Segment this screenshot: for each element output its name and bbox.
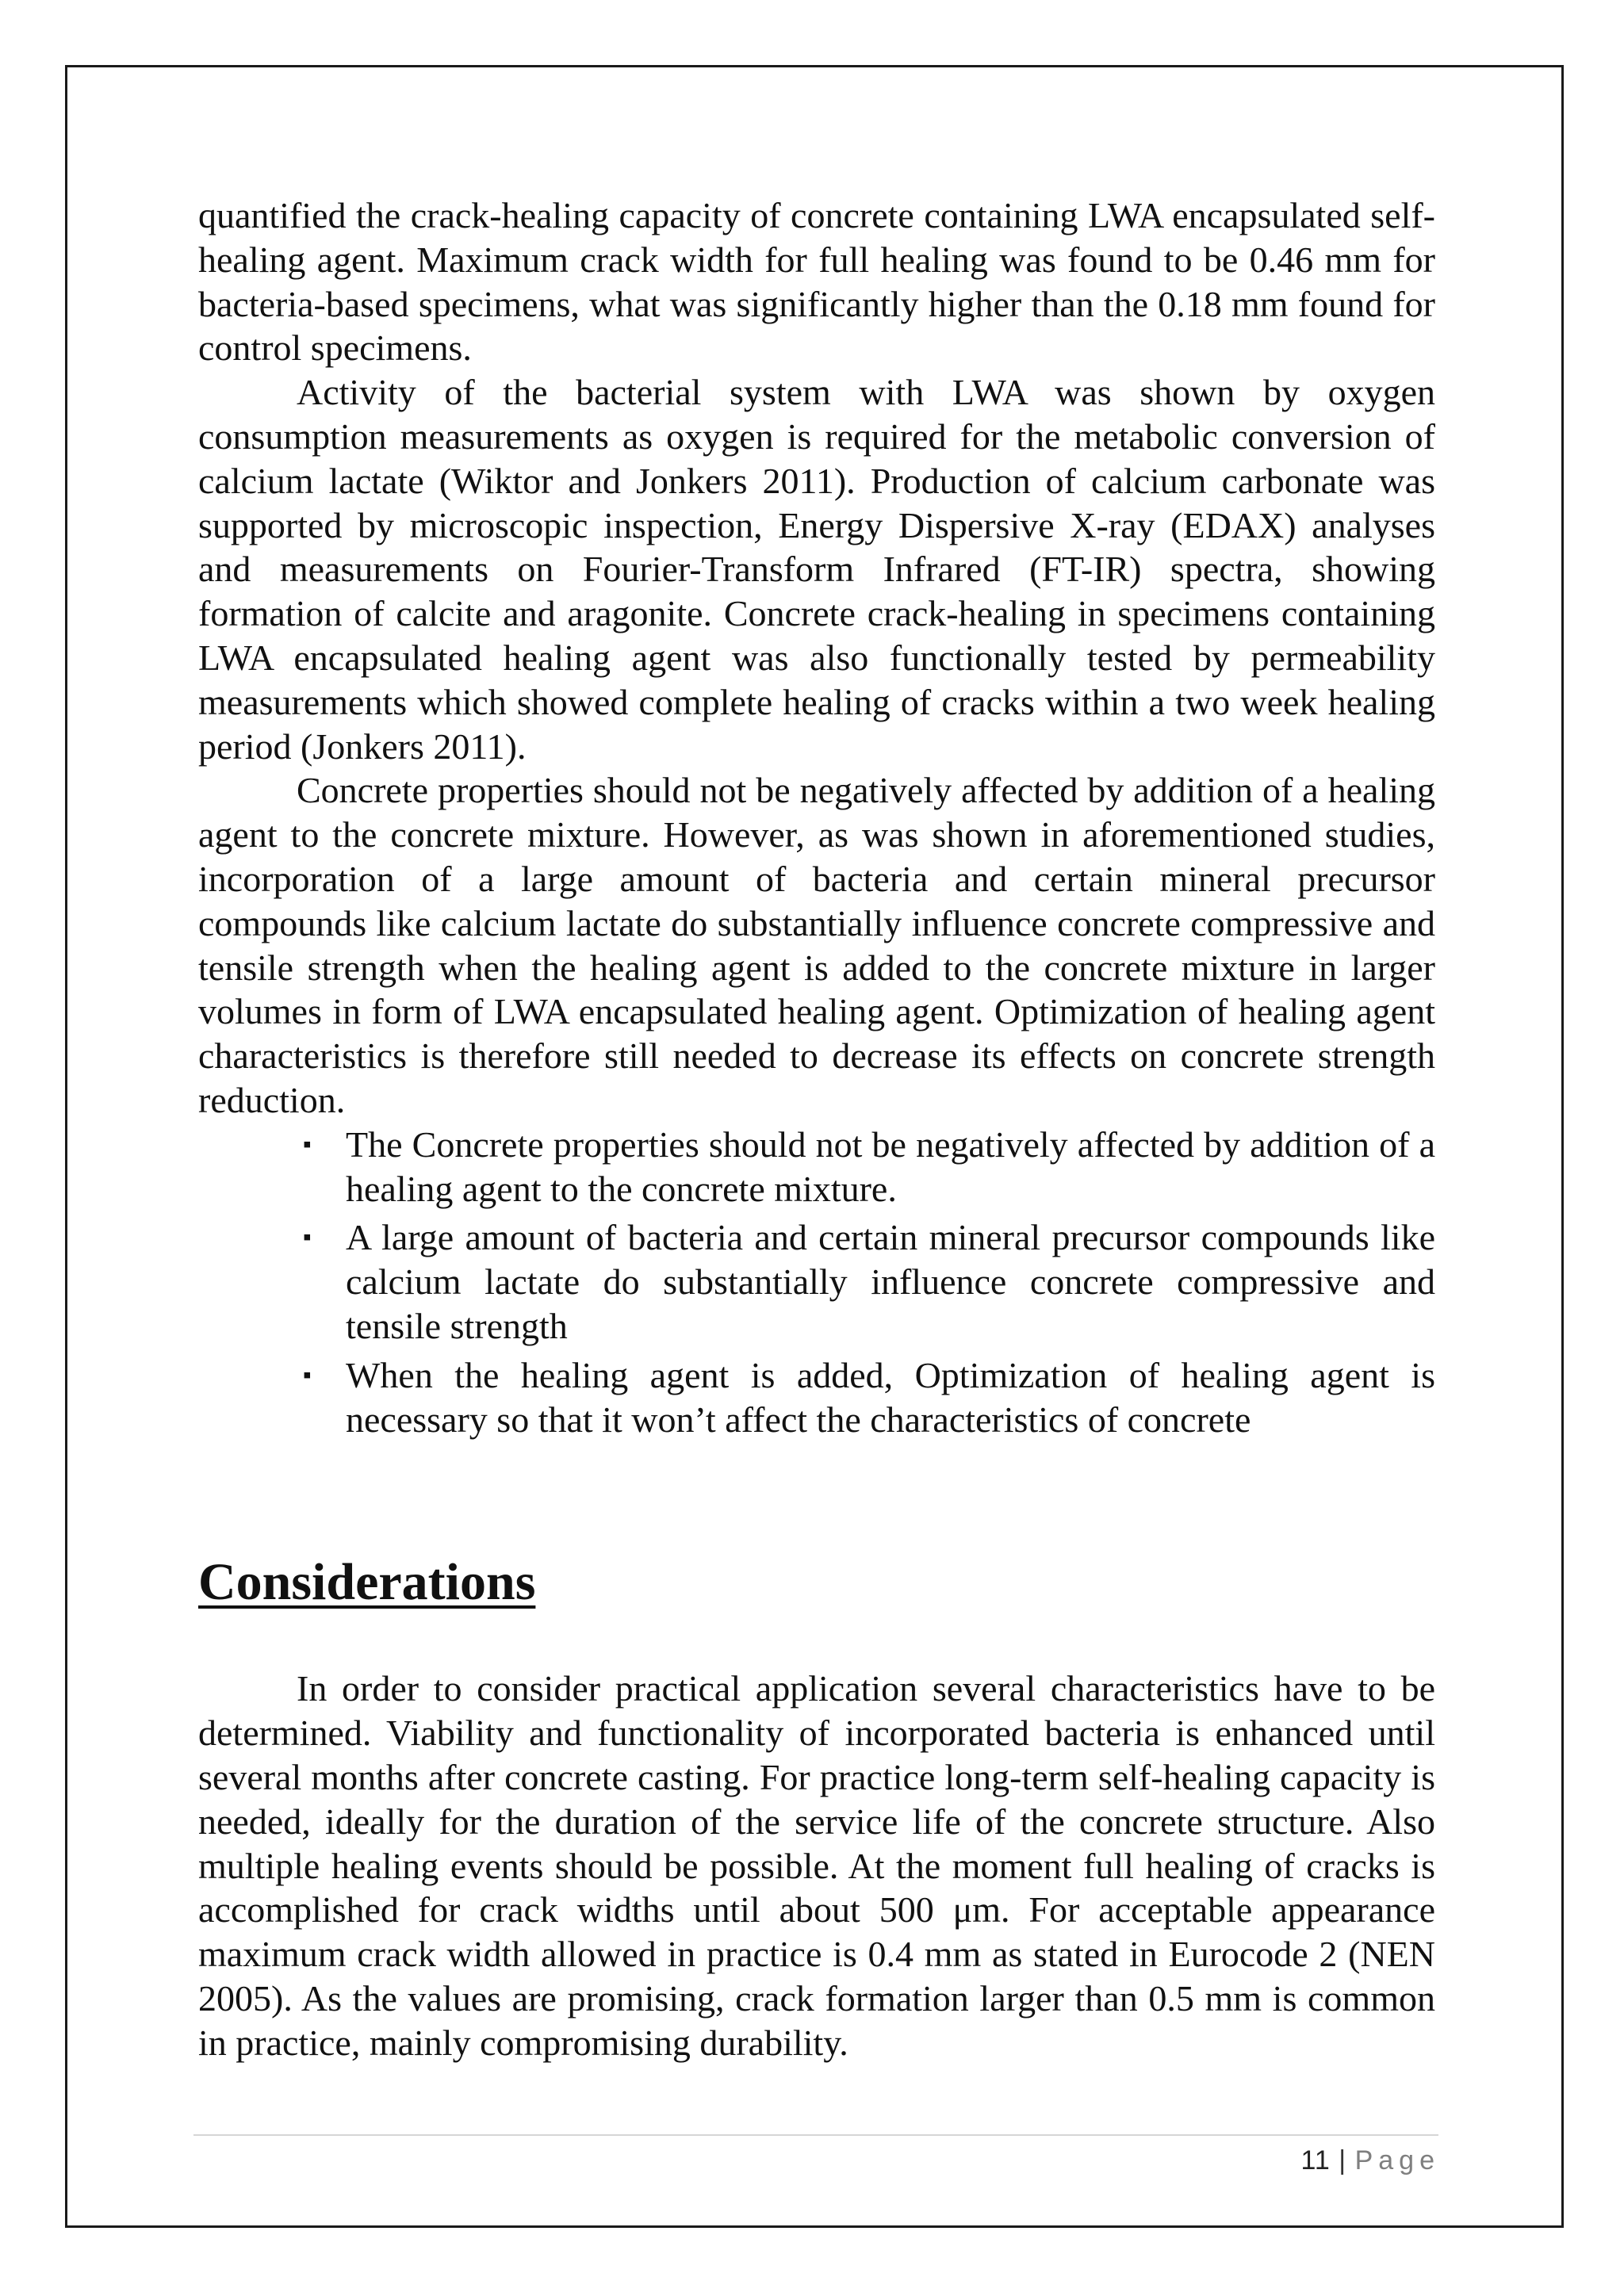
summary-bullet-list: [198, 1123, 1435, 1442]
list-item-text: The Concrete properties should not be negatively affected by addition of a healing agent to the concrete mixture.: [346, 1123, 1435, 1209]
paragraph-considerations: In order to consider practical application several characteristics have to be determined. Viability and functionality of incorporated bacteria is enhanced until several months after concrete casting. For practice long-term self-healing capacity is needed, ideally for the duration of the service life of the concrete structure. Also multiple healing events should be possible. At the moment full healing of cracks is accomplished for crack widths until about 500 μm. For acceptable appearance maximum crack width allowed in practice is 0.4 mm as stated in Eurocode 2 (NEN 2005). As the values are promising, crack formation larger than 0.5 mm is common in practice, mainly compromising durability.: [198, 1668, 1435, 2063]
list-item: [303, 1123, 1435, 1211]
list-item-text: When the healing agent is added, Optimization of healing agent is necessary so that it won’t affect the characteristics of concrete: [346, 1354, 1435, 1440]
page-number: 11: [1300, 2145, 1331, 2175]
page-content: [198, 193, 1435, 2064]
page-footer: [1301, 2145, 1440, 2176]
paragraph-concrete-properties: Concrete properties should not be negatively affected by addition of a healing agent to the concrete mixture. However, as was shown in aforementioned studies, incorporation of a large amount of bacteria and certain mineral precursor compounds like calcium lactate do substantially influence concrete compressive and tensile strength when the healing agent is added to the concrete mixture in larger volumes in form of LWA encapsulated healing agent. Optimization of healing agent characteristics is therefore still needed to decrease its effects on concrete strength reduction.: [198, 770, 1435, 1120]
list-item-text: A large amount of bacteria and certain mineral precursor compounds like calcium lactate do substantially influence concrete compressive and tensile strength: [346, 1217, 1435, 1346]
paragraph-crack-healing-capacity: quantified the crack-healing capacity of concrete containing LWA encapsulated self-healing agent. Maximum crack width for full healing was found to be 0.46 mm for bacteria-based specimens, what was significantly higher than the 0.18 mm found for control specimens.: [198, 195, 1435, 369]
square-bullet-icon: ▪: [303, 1131, 312, 1158]
footer-divider: [193, 2134, 1438, 2136]
square-bullet-icon: ▪: [303, 1224, 312, 1251]
footer-separator: |: [1339, 2145, 1347, 2175]
page-label: Page: [1354, 2145, 1440, 2175]
list-item: [303, 1353, 1435, 1442]
section-heading-considerations: Considerations: [198, 1553, 536, 1612]
square-bullet-icon: ▪: [303, 1361, 312, 1388]
list-item: [303, 1215, 1435, 1348]
paragraph-bacterial-activity: Activity of the bacterial system with LWA was shown by oxygen consumption measurements as oxygen is required for the metabolic conversion of calcium lactate (Wiktor and Jonkers 2011). Production of calcium carbonate was supported by microscopic inspection, Energy Dispersive X-ray (EDAX) analyses and measurements on Fourier-Transform Infrared (FT-IR) spectra, showing formation of calcite and aragonite. Concrete crack-healing in specimens containing LWA encapsulated healing agent was also functionally tested by permeability measurements which showed complete healing of cracks within a two week healing period (Jonkers 2011).: [198, 372, 1435, 767]
